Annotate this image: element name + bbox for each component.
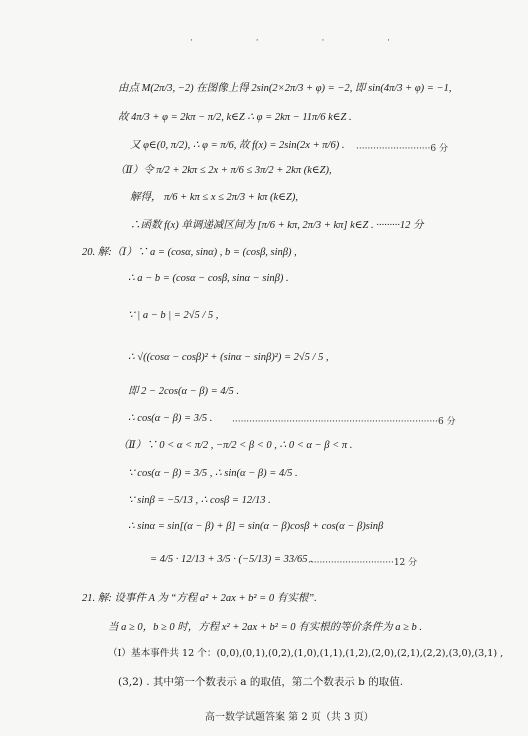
- page-footer: 高一数学试题答案 第 2 页（共 3 页）: [205, 712, 374, 723]
- q21-basic-events: （Ⅰ）基本事件共 12 个：(0,0),(0,1),(0,2),(1,0),(1,1),(1,2),(2,0),(2,1),(2,2),(3,0),(3,1) ,: [108, 648, 504, 659]
- q20-line-sin-alpha: ∴ sinα = sin[(α − β) + β] = sin(α − β)cosβ + cos(α − β)sinβ: [128, 521, 384, 532]
- q20-line-sin-beta: ∵ sinβ = −5/13 , ∴ cosβ = 12/13 .: [128, 495, 271, 506]
- score-mark-6: ··························6 分: [356, 144, 448, 154]
- score-mark-12: ······························12 分: [308, 558, 418, 568]
- q20-heading: 20. 解:（Ⅰ）∵ a = (cosα, sinα) , b = (cosβ, sinβ) ,: [82, 247, 297, 258]
- q20-line-final: = 4/5 · 12/13 + 3/5 · (−5/13) = 33/65 .: [150, 554, 313, 565]
- q21-basic-events-cont: (3,2) . 其中第一个数表示 a 的取值，第二个数表示 b 的取值.: [118, 676, 404, 688]
- q20-line-sqrt: ∴ √((cosα − cosβ)² + (sinα − sinβ)²) = 2√5 / 5 ,: [128, 352, 329, 363]
- line-point-m: 由点 M(2π/3, −2) 在图像上得 2sin(2×2π/3 + φ) = −2, 即 sin(4π/3 + φ) = −1,: [118, 83, 452, 94]
- scan-marks: · · · ·: [190, 36, 421, 46]
- q20-line-modulus: ∵ | a − b | = 2√5 / 5 ,: [128, 310, 219, 321]
- q21-condition: 当 a ≥ 0，b ≥ 0 时，方程 x² + 2ax + b² = 0 有实根的等价条件为 a ≥ b .: [108, 622, 423, 633]
- line-part2-inequality: （Ⅱ）令 π/2 + 2kπ ≤ 2x + π/6 ≤ 3π/2 + 2kπ (k∈Z),: [115, 165, 332, 176]
- q21-heading: 21. 解: 设事件 A 为 “方程 a² + 2ax + b² = 0 有实根”.: [82, 593, 317, 604]
- score-mark-6b: ········································································6 分: [232, 417, 456, 427]
- q20-line-a-minus-b: ∴ a − b = (cosα − cosβ, sinα − sinβ) .: [128, 273, 289, 284]
- line-phi-general: 故 4π/3 + φ = 2kπ − π/2, k∈Z ∴ φ = 2kπ − 11π/6 k∈Z .: [118, 112, 352, 123]
- q20-line-cos-result: ∴ cos(α − β) = 3/5 .: [128, 413, 213, 424]
- line-decreasing-interval: ∴函数 f(x) 单调递减区间为 [π/6 + kπ, 2π/3 + kπ] k∈Z . ·········12 分: [130, 220, 424, 231]
- q20-line-sin-diff: ∵ cos(α − β) = 3/5 , ∴ sin(α − β) = 4/5 .: [128, 468, 298, 479]
- q20-line-cos-eq: 即 2 − 2cos(α − β) = 4/5 .: [128, 386, 240, 397]
- q20-part2-range: （Ⅱ）∵ 0 < α < π/2 , −π/2 < β < 0 , ∴ 0 < α − β < π .: [118, 440, 353, 451]
- line-solve-x: 解得， π/6 + kπ ≤ x ≤ 2π/3 + kπ (k∈Z),: [130, 192, 298, 203]
- line-phi-value: 又 φ∈(0, π/2), ∴ φ = π/6, 故 f(x) = 2sin(2x + π/6) .: [130, 140, 345, 151]
